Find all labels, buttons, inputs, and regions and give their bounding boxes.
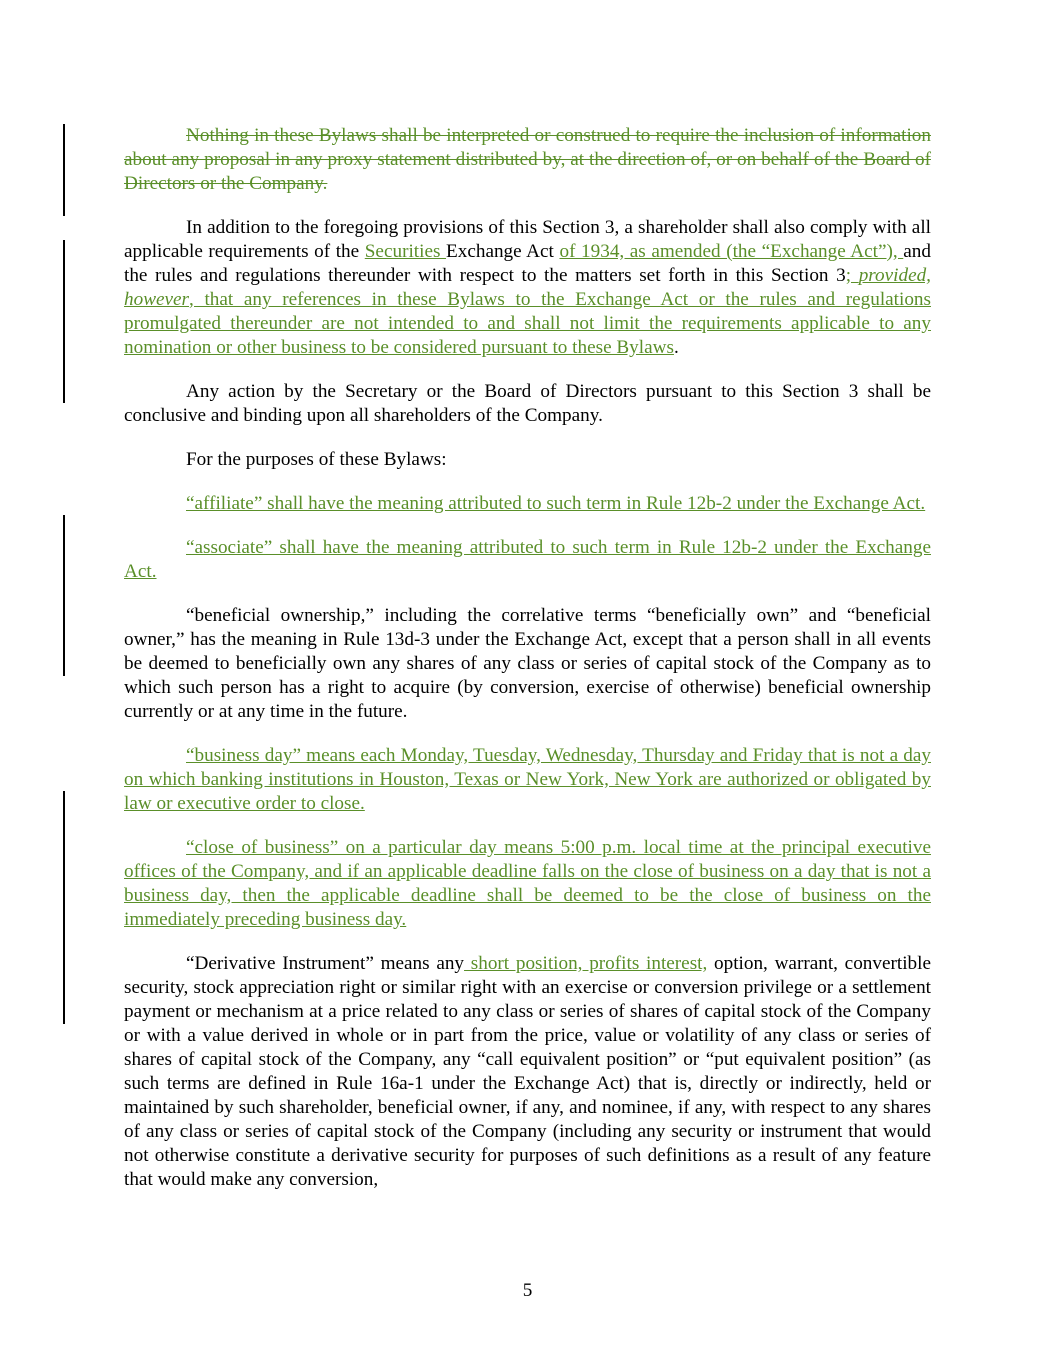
definition-close-of-business	[124, 836, 931, 932]
text-run: .	[673, 337, 679, 358]
change-bar	[63, 791, 65, 1024]
change-bar	[63, 124, 65, 216]
definition-affiliate	[124, 492, 931, 516]
inserted-italic-text: provided, however	[124, 265, 931, 310]
text-run: and the rules and regulations thereunder with respect to the matters set forth in this Section 3	[124, 241, 931, 286]
text-run: Exchange Act	[446, 241, 560, 262]
change-bar	[63, 515, 65, 676]
page-number: 5	[522, 1280, 533, 1301]
text-run: “beneficial ownership,” including the correlative terms “beneficially own” and “beneficial owner,” has the meaning in Rule 13d-3 under the Exchange Act, except that a person shall in all events be deemed to beneficially own any shares of any class or series of capital stock of the Company as to which such person has a right to acquire (by conversion, exercise of otherwise) beneficial ownership currently or at any time in the future.	[124, 605, 931, 722]
document-page	[124, 124, 931, 1212]
text-run: Any action by the Secretary or the Board of Directors pursuant to this Section 3 shall be conclusive and binding upon all shareholders of the Company.	[124, 381, 931, 426]
text-run: In addition to the foregoing provisions of this Section 3, a shareholder shall also comply with all applicable requirements of the	[124, 217, 931, 262]
definition-derivative-instrument	[124, 952, 931, 1192]
definition-business-day	[124, 744, 931, 816]
text-run: “Derivative Instrument” means any	[186, 953, 465, 974]
inserted-text: “affiliate” shall have the meaning attributed to such term in Rule 12b-2 under the Exchange Act.	[186, 493, 926, 514]
paragraph-deleted-proxy-statement	[124, 124, 931, 196]
inserted-text: “business day” means each Monday, Tuesday, Wednesday, Thursday and Friday that is not a day on which banking institutions in Houston, Texas or New York, New York are authorized or obligated by law or executive order to close.	[124, 745, 931, 814]
deleted-text: Nothing in these Bylaws shall be interpreted or construed to require the inclusion of information about any proposal in any proxy statement distributed by, at the direction of, or on behalf of the Board of Directors or the Company.	[124, 125, 931, 194]
inserted-text: of 1934, as amended (the “Exchange Act”),	[559, 241, 904, 262]
inserted-text: Securities	[364, 241, 447, 262]
change-bar	[63, 240, 65, 403]
inserted-text: , that any references in these Bylaws to the Exchange Act or the rules and regulations promulgated thereunder are not intended to and shall not limit the requirements applicable to any nomination or other business to be considered pursuant to these Bylaws	[124, 289, 931, 358]
definition-associate	[124, 536, 931, 584]
inserted-text: ;	[845, 265, 859, 286]
inserted-text: “associate” shall have the meaning attributed to such term in Rule 12b-2 under the Exchange Act.	[124, 537, 931, 582]
paragraph-exchange-act-compliance	[124, 216, 931, 360]
paragraph-definitions-intro	[124, 448, 931, 472]
paragraph-secretary-action	[124, 380, 931, 428]
text-run: For the purposes of these Bylaws:	[186, 449, 447, 470]
inserted-text: “close of business” on a particular day means 5:00 p.m. local time at the principal executive offices of the Company, and if an applicable deadline falls on the close of business on a day that is not a business day, then the applicable deadline shall be deemed to be the close of business on the immediately preceding business day.	[124, 837, 931, 930]
inserted-text: short position, profits interest,	[464, 953, 708, 974]
definition-beneficial-ownership	[124, 604, 931, 724]
text-run: option, warrant, convertible security, stock appreciation right or similar right with an exercise or conversion privilege or a settlement payment or mechanism at a price related to any class or series of shares of capital stock of the Company or with a value derived in whole or in part from the price, value or volatility of any class or series of shares of capital stock of the Company, any “call equivalent position” or “put equivalent position” (as such terms are defined in Rule 16a-1 under the Exchange Act) that is, directly or indirectly, held or maintained by such shareholder, beneficial owner, if any, and nominee, if any, with respect to any shares of any class or series of capital stock of the Company (including any security or instrument that would not otherwise constitute a derivative security for purposes of such definitions as a result of any feature that would make any conversion,	[124, 953, 931, 1190]
